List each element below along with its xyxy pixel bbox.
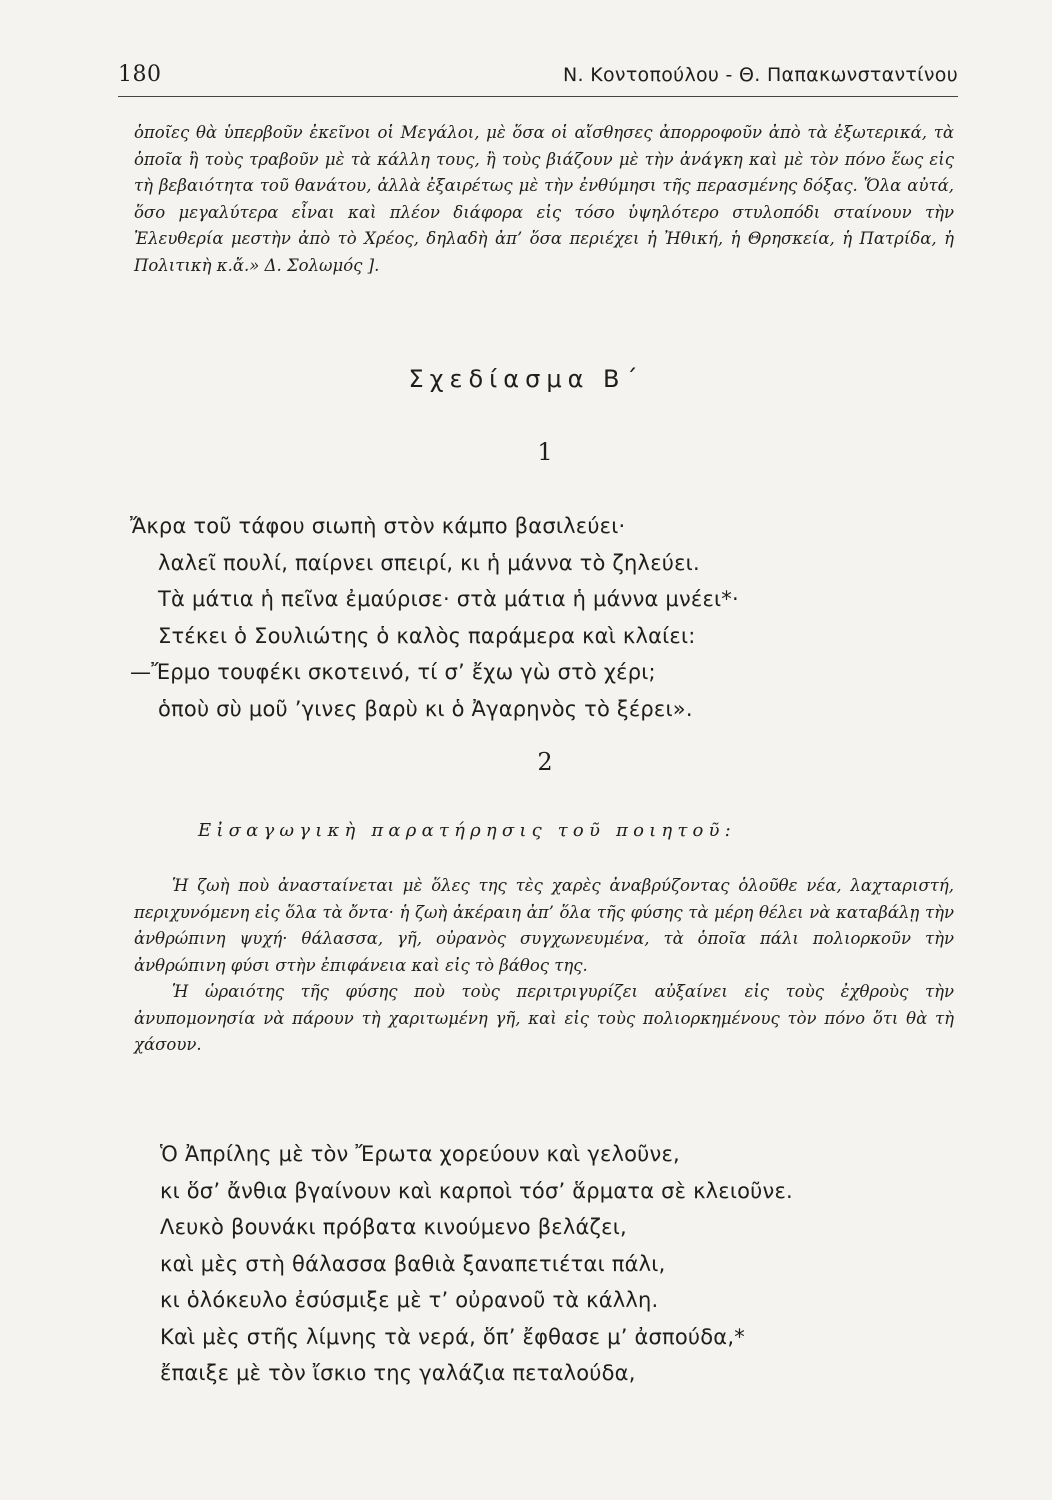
prose-continuation (134, 120, 954, 279)
section-number-1: 1 (537, 438, 553, 466)
verse-stanza-1 (130, 508, 990, 727)
verse-stanza-2 (130, 1136, 990, 1392)
verse-line: ἔπαιξε μὲ τὸν ἴσκιο της γαλάζια πεταλούδα, (160, 1361, 636, 1385)
verse-line: λαλεῖ πουλί, παίρνει σπειρί, κι ἡ μάννα τὸ ζηλεύει. (158, 550, 700, 575)
verse-line: Καὶ μὲς στῆς λίμνης τὰ νερά, ὅπ’ ἔφθασε μ’ ἀσπούδα,* (160, 1324, 745, 1349)
prose-paragraph: Ἡ ὡραιότης τῆς φύσης ποὺ τοὺς περιτριγυρίζει αὐξαίνει εἰς τοὺς ἐχθροὺς τὴν ἀνυπομονησία νὰ πάρουν τὴ χαριτωμένη γῆ, καὶ εἰς τοὺς πολιορκημένους τὸν πόνο ὅτι θὰ τὴ χάσουν. (134, 982, 954, 1054)
sketch-title: Σχεδίασμα Β΄ (408, 365, 644, 393)
page-header (118, 62, 958, 97)
verse-line: Τὰ μάτια ἡ πεῖνα ἐμαύρισε· στὰ μάτια ἡ μάννα μνέει*· (158, 587, 739, 611)
verse-line: Ἄκρα τοῦ τάφου σιωπὴ στὸν κάμπο βασιλεύει· (130, 514, 626, 538)
verse-line: κι ὅσ’ ἄνθια βγαίνουν καὶ καρποὶ τόσ’ ἅρματα σὲ κλειοῦνε. (160, 1178, 793, 1203)
verse-line: Στέκει ὁ Σουλιώτης ὁ καλὸς παράμερα καὶ κλαίει: (158, 623, 696, 648)
poet-introduction (134, 873, 954, 1059)
verse-line: Λευκὸ βουνάκι πρόβατα κινούμενο βελάζει, (160, 1215, 627, 1239)
page-number: 180 (118, 62, 162, 87)
verse-line: —Ἔρμο τουφέκι σκοτεινό, τί σ’ ἔχω γὼ στὸ χέρι; (130, 660, 656, 684)
intro-heading: Εἰσαγωγικὴ παρατήρησις τοῦ ποιητοῦ: (198, 820, 736, 841)
verse-line: ὁποὺ σὺ μοῦ ’γινες βαρὺ κι ὁ Ἀγαρηνὸς τὸ ξέρει». (158, 696, 693, 721)
verse-line: καὶ μὲς στὴ θάλασσα βαθιὰ ξαναπετιέται πάλι, (160, 1251, 666, 1276)
prose-paragraph: Ἡ ζωὴ ποὺ ἀνασταίνεται μὲ ὅλες της τὲς χαρὲς ἀναβρύζοντας ὁλοῦθε νέα, λαχταριστή, περιχυνόμενη εἰς ὅλα τὰ ὄντα· ἡ ζωὴ ἀκέραιη ἀπ’ ὅλα τῆς φύσης τὰ μέρη θέλει νὰ καταβάλῃ τὴν ἀνθρώπινη ψυχή· θάλασσα, γῆ, οὐρανὸς συγχωνευμένα, τὰ ὁποῖα πάλι πολιορκοῦν τὴν ἀνθρώπινη φύσι στὴν ἐπιφάνεια καὶ εἰς τὸ βάθος της. (134, 876, 954, 975)
running-head: Ν. Κοντοπούλου - Θ. Παπακωνσταντίνου (563, 64, 958, 86)
verse-line: κι ὁλόκευλο ἐσύσμιξε μὲ τ’ οὐρανοῦ τὰ κάλλη. (160, 1288, 659, 1312)
section-number-2: 2 (537, 748, 553, 776)
verse-line: Ὁ Ἀπρίλης μὲ τὸν Ἔρωτα χορεύουν καὶ γελοῦνε, (160, 1142, 680, 1166)
prose-paragraph: ὁποῖες θὰ ὑπερβοῦν ἐκεῖνοι οἱ Μεγάλοι, μὲ ὅσα οἱ αἴσθησες ἀπορροφοῦν ἀπὸ τὰ ἐξωτερικά, τὰ ὁποῖα ἢ τοὺς τραβοῦν μὲ τὰ κάλλη τους, ἢ τοὺς βιάζουν μὲ τὴν ἀνάγκη καὶ μὲ τὸν πόνο ἕως εἰς τὴ βεβαιότητα τοῦ θανάτου, ἀλλὰ ἐξαιρέτως μὲ τὴν ἐνθύμησι τῆς περασμένης δόξας. Ὅλα αὐτά, ὅσο μεγαλύτερα εἶναι καὶ πλέον διάφορα εἰς τόσο ὑψηλότερο στυλοπόδι σταίνουν τὴν Ἐλευθερία μεστὴν ἀπὸ τὸ Χρέος, δηλαδὴ ἀπ’ ὅσα περιέχει ἡ Ἠθική, ἡ Θρησκεία, ἡ Πατρίδα, ἡ Πολιτικὴ κ.ἄ.» Δ. Σολωμός ]. (134, 123, 954, 275)
